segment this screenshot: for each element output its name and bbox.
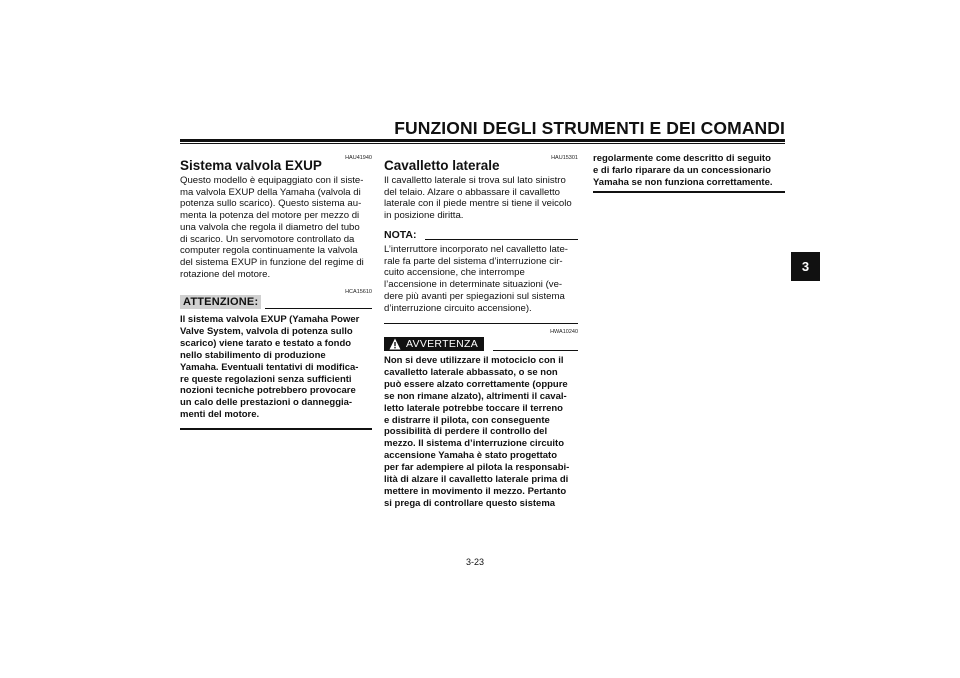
nota-label: NOTA:	[384, 229, 417, 241]
header-rule-thin	[180, 143, 785, 144]
text-line: e distrarre il pilota, con conseguente	[384, 414, 550, 426]
text-line: L’interruttore incorporato nel cavalletto late-	[384, 244, 568, 255]
text-line: se non rimane alzato), altrimenti il caval-	[384, 390, 567, 402]
text-line: re queste regolazioni senza sufficienti	[180, 373, 352, 385]
page-header-title: FUNZIONI DEGLI STRUMENTI E DEI COMANDI	[394, 118, 785, 138]
warning-label-box	[384, 337, 484, 351]
attention-end-rule	[180, 428, 372, 430]
section-heading-exup: Sistema valvola EXUP	[180, 158, 322, 173]
warning-text	[384, 355, 578, 510]
text-line: potenza sullo scarico). Questo sistema au-	[180, 198, 362, 210]
text-line: Valve System, valvola di potenza sullo	[180, 325, 353, 337]
text-line: ma valvola EXUP della Yamaha (valvola di	[180, 186, 361, 198]
cavalletto-paragraph	[384, 175, 578, 222]
text-line: cuito accensione, che interrompe	[384, 267, 525, 279]
text-line: Questo modello è equipaggiato con il siste-	[180, 175, 364, 186]
text-line	[384, 267, 578, 279]
text-line: e di farlo riparare da un concessionario	[593, 164, 771, 176]
text-line: lità di alzare il cavalletto laterale prima di	[384, 474, 569, 486]
text-line: laterale con il piede mentre si tiene il veicolo	[384, 198, 572, 210]
text-line: l’accensione in determinate situazioni (ve-	[384, 279, 563, 291]
exup-paragraph	[180, 175, 372, 280]
text-line: nello stabilimento di produzione	[180, 349, 326, 361]
nota-text	[384, 244, 578, 314]
header-rule	[180, 139, 785, 142]
text-line: possibilità di perdere il controllo del	[384, 426, 548, 438]
nota-end-rule	[384, 323, 578, 324]
text-line: nozioni tecniche potrebbero provocare	[180, 385, 356, 397]
text-line: rale fa parte del sistema d’interruzione cir-	[384, 255, 563, 267]
warning-triangle-icon	[389, 338, 401, 350]
warning-end-rule	[593, 191, 785, 193]
text-line	[180, 350, 372, 362]
text-line: del sistema EXUP in funzione del regime di	[180, 256, 364, 268]
warning-code: HWA10240	[550, 329, 578, 335]
attention-rule	[265, 308, 372, 309]
text-line: del telaio. Alzare o abbassare il cavalletto	[384, 186, 560, 198]
text-line: letto laterale potrebbe toccare il terreno	[384, 402, 563, 414]
text-line: accensione Yamaha è stato progettato	[384, 450, 557, 462]
text-line: scarico) viene tarato e testato a fondo	[180, 337, 352, 349]
attention-label: ATTENZIONE:	[180, 295, 261, 309]
text-line: in posizione diritta.	[384, 210, 464, 222]
text-line: regolarmente come descritto di seguito	[593, 153, 771, 164]
text-line: Il cavalletto laterale si trova sul lato sinistro	[384, 175, 566, 186]
warning-label: AVVERTENZA	[406, 338, 479, 350]
nota-rule	[425, 239, 578, 240]
text-line: Yamaha se non funziona correttamente.	[593, 176, 773, 188]
page-number: 3-23	[466, 557, 485, 567]
text-line: un calo delle prestazioni o danneggia-	[180, 397, 353, 409]
text-line: d’interruzione circuito accensione).	[384, 302, 532, 314]
text-line: si prega di controllare questo sistema	[384, 497, 556, 509]
text-line: mettere in movimento il mezzo. Pertanto	[384, 485, 567, 497]
section-code: HAU41940	[345, 155, 372, 161]
text-line: computer regola continuamente la valvola	[180, 245, 358, 257]
text-line: dere più avanti per spiegazioni sul sistema	[384, 290, 565, 302]
text-line: cavalletto laterale abbassato, o se non	[384, 366, 558, 378]
text-line: Non si deve utilizzare il motociclo con il	[384, 355, 564, 366]
text-line: di scarico. Un servomotore controllato da	[180, 233, 355, 245]
text-line: Yamaha. Eventuali tentativi di modifica-	[180, 361, 359, 373]
warning-rule	[493, 350, 578, 351]
text-line: una valvola che regola il diametro del tubo	[180, 221, 360, 233]
chapter-tab: 3	[791, 252, 820, 281]
attention-text	[180, 314, 372, 421]
section-code: HAU15301	[551, 155, 578, 161]
section-heading-cavalletto: Cavalletto laterale	[384, 158, 500, 173]
text-line: rotazione del motore.	[180, 268, 271, 280]
attention-code: HCA15610	[345, 289, 372, 295]
text-line: può essere alzato correttamente (oppure	[384, 378, 568, 390]
text-line: menti del motore.	[180, 409, 260, 421]
text-line: Il sistema valvola EXUP (Yamaha Power	[180, 314, 360, 325]
warning-continuation-text	[593, 153, 785, 189]
text-line: mezzo. Il sistema d’interruzione circuito	[384, 438, 565, 450]
text-line: per far adempiere al pilota la responsabi-	[384, 462, 570, 474]
text-line: menta la potenza del motore per mezzo di	[180, 210, 360, 222]
